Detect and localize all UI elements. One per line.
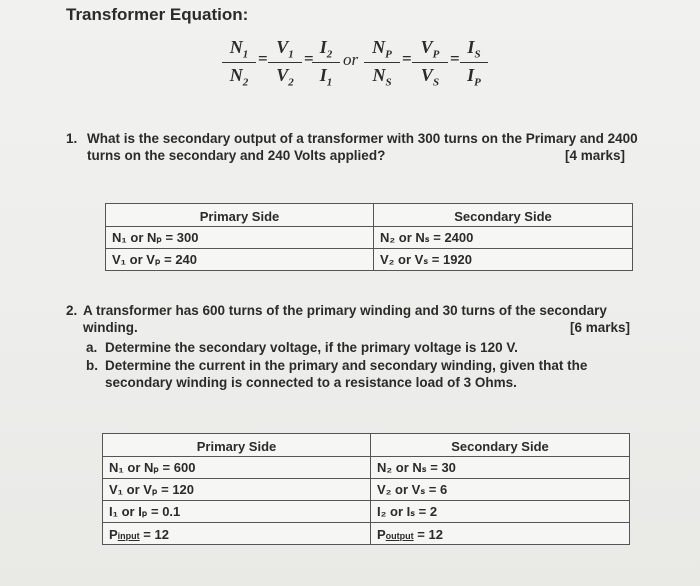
table-2-primary-cell: N₁ or Nₚ = 600 <box>103 457 371 479</box>
equals-sign: = <box>450 49 460 68</box>
table-2-primary-cell: I₁ or Iₚ = 0.1 <box>103 501 371 523</box>
table-2-secondary-cell: I₂ or Iₛ = 2 <box>371 501 630 523</box>
p-input-symbol: P <box>109 527 118 542</box>
p-input-cell <box>103 523 371 545</box>
equals-sign: = <box>304 49 314 68</box>
table-1-secondary-cell: V₂ or Vₛ = 1920 <box>374 249 633 271</box>
table-row <box>103 523 630 545</box>
table-row <box>103 501 630 523</box>
table-2-primary-header: Primary Side <box>196 439 277 454</box>
fraction-n1-n2: $\frac{N_1}{N_2}$ <box>222 37 256 88</box>
question-2b-text <box>105 357 645 391</box>
table-2-secondary-header-cell <box>371 434 630 457</box>
table-row <box>103 457 630 479</box>
fraction-i2-i1: $\frac{I_2}{I_1}$ <box>312 37 340 88</box>
question-2-line-2: winding. <box>83 320 138 335</box>
table-2-primary-header-cell <box>103 434 371 457</box>
question-2-number: 2. <box>66 303 78 318</box>
table-row <box>106 249 633 271</box>
table-1-secondary-header-cell <box>374 204 633 227</box>
question-2a-label: a. <box>86 340 98 355</box>
fraction-np-ns: $\frac{N_P}{N_S}$ <box>364 37 400 88</box>
question-1-number: 1. <box>66 131 78 146</box>
question-2b-line-1: Determine the current in the primary and secondary winding, given that the <box>105 358 588 373</box>
table-1-secondary-cell: N₂ or Nₛ = 2400 <box>374 227 633 249</box>
question-2-line-1: A transformer has 600 turns of the primary winding and 30 turns of the secondary <box>83 303 607 318</box>
question-2-text <box>83 302 653 336</box>
p-output-value: = 12 <box>417 527 443 542</box>
table-1-primary-header: Primary Side <box>199 209 280 224</box>
table-row <box>106 227 633 249</box>
p-input-subscript: input <box>117 531 140 541</box>
page-title: Transformer Equation: <box>66 5 249 24</box>
table-2 <box>102 433 630 545</box>
p-input-value: = 12 <box>143 527 169 542</box>
p-output-subscript: output <box>385 531 414 541</box>
question-1-line-1: What is the secondary output of a transformer with 300 turns on the Primary and 2400 <box>87 131 638 146</box>
table-2-primary-cell: V₁ or Vₚ = 120 <box>103 479 371 501</box>
question-2a-text: Determine the secondary voltage, if the primary voltage is 120 V. <box>105 340 518 355</box>
transformer-equation <box>222 37 492 87</box>
equals-sign: = <box>402 49 412 68</box>
fraction-is-ip: $\frac{I_S}{I_P}$ <box>460 37 488 88</box>
table-2-secondary-cell: V₂ or Vₛ = 6 <box>371 479 630 501</box>
equals-sign: = <box>258 49 268 68</box>
question-2-marks: [6 marks] <box>570 320 631 335</box>
fraction-vp-vs: $\frac{V_P}{V_S}$ <box>412 37 448 88</box>
question-1-text <box>87 130 647 164</box>
fraction-v1-v2: $\frac{V_1}{V_2}$ <box>268 37 302 88</box>
table-2-secondary-header: Secondary Side <box>451 439 549 454</box>
table-2-secondary-cell: N₂ or Nₛ = 30 <box>371 457 630 479</box>
table-1-primary-cell: N₁ or Nₚ = 300 <box>106 227 374 249</box>
question-2b-label: b. <box>86 358 98 373</box>
question-1-marks: [4 marks] <box>565 148 626 163</box>
p-output-symbol: P <box>377 527 386 542</box>
table-1 <box>105 203 633 271</box>
table-1-primary-cell: V₁ or Vₚ = 240 <box>106 249 374 271</box>
p-output-cell <box>371 523 630 545</box>
table-1-primary-header-cell <box>106 204 374 227</box>
or-word: or <box>343 50 359 69</box>
table-1-secondary-header: Secondary Side <box>454 209 552 224</box>
question-2b-line-2: secondary winding is connected to a resistance load of 3 Ohms. <box>105 375 517 390</box>
question-1-line-2: turns on the secondary and 240 Volts applied? <box>87 148 386 163</box>
table-row <box>103 479 630 501</box>
